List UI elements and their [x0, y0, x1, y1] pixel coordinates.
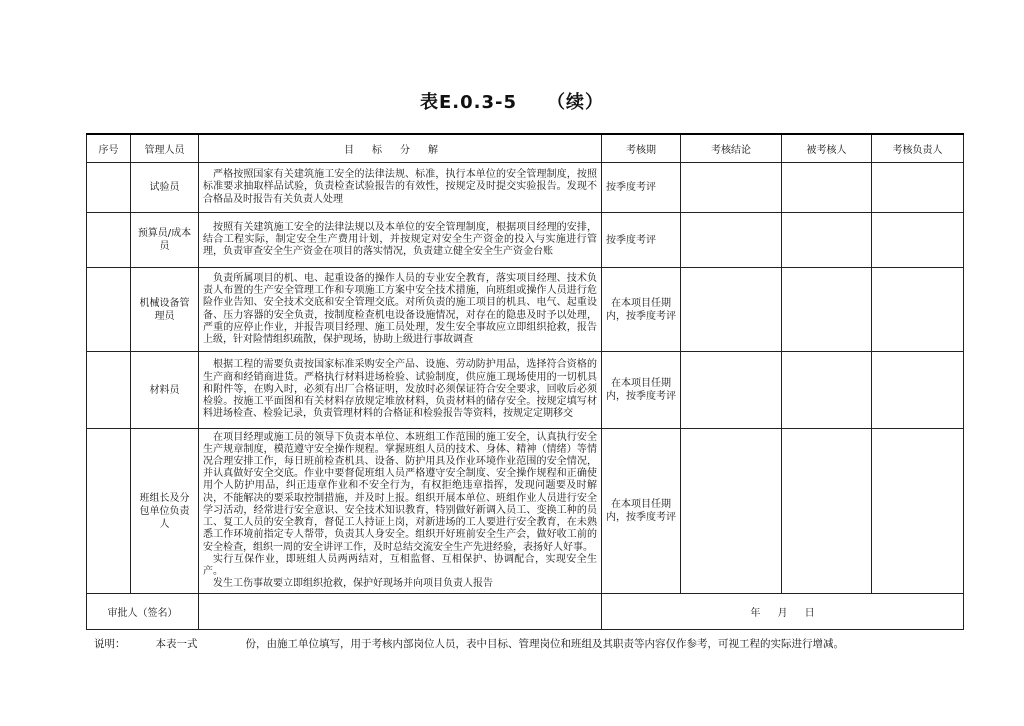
conclusion-cell[interactable]	[681, 268, 782, 352]
footnote	[94, 636, 844, 651]
header-role: 管理人员	[131, 134, 199, 163]
seq-cell	[87, 268, 131, 352]
assessee-cell[interactable]	[782, 352, 872, 429]
table-header-row	[87, 134, 964, 163]
title-suffix: （续）	[547, 92, 604, 113]
period-cell: 在本项目任期内，按季度考评	[602, 268, 681, 352]
seq-cell	[87, 163, 131, 213]
role-cell: 班组长及分包单位负责人	[131, 429, 199, 594]
conclusion-cell[interactable]	[681, 213, 782, 268]
target-text: 严格按照国家有关建筑施工安全的法律法规、标准，执行本单位的安全管理制度，按照标准要求抽取样品试验，负责检查试验报告的有效性，按规定及时提交实验报告。发现不合格品及时报告有关负责人处理	[203, 169, 597, 205]
target-text: 发生工伤事故要立即组织抢救，保护好现场并向项目负责人报告	[213, 578, 493, 590]
target-cell	[199, 268, 602, 352]
note-copies-label: 本表一式	[155, 638, 198, 650]
table-row	[87, 429, 964, 594]
table-row	[87, 163, 964, 213]
role-cell: 材料员	[131, 352, 199, 429]
target-text: 负责所属项目的机、电、起重设备的操作人员的专业安全教育，落实项目经理、技术负责人布置的生产安全管理工作和专项施工方案中安全技术措施，向班组或操作人员进行危险作业告知、安全技术交底和安全管理交底。对所负责的施工项目的机具、电气、起重设备、压力容器的安全负责，按制度检查机电设备设施情况，对存在的隐患及时予以处理，严重的应停止作业，并报告项目经理、施工员处理，发生安全事故应立即组织抢救，报告上级，针对险情组织疏散，保护现场，协助上级进行事故调查	[203, 272, 597, 345]
assessee-cell[interactable]	[782, 268, 872, 352]
role-cell: 机械设备管理员	[131, 268, 199, 352]
assessee-cell[interactable]	[782, 213, 872, 268]
target-cell	[199, 352, 602, 429]
target-text: 根据工程的需要负责按国家标准采购安全产品、设施、劳动防护用品，选择符合资格的生产商和经销商进货。严格执行材料进场检验、试验制度，供应施工现场使用的一切机具和附件等，在购入时，必须有出厂合格证明，发放时必须保证符合安全要求，回收后必须检验。按施工平面图和有关材料存放规定堆放材料，负责材料的储存安全。按规定填写材料进场检查、检验记录，负责管理材料的合格证和检验报告等资料，按规定定期移交	[203, 359, 597, 420]
role-cell: 试验员	[131, 163, 199, 213]
target-cell	[199, 213, 602, 268]
approver-signature-cell[interactable]	[199, 594, 602, 630]
period-cell: 在本项目任期内，按季度考评	[602, 352, 681, 429]
header-assessee: 被考核人	[782, 134, 872, 163]
assessor-cell[interactable]	[872, 268, 964, 352]
seq-cell	[87, 352, 131, 429]
note-text: 份，由施工单位填写，用于考核内部岗位人员，表中目标、管理岗位和班组及其职责等内容仅作参考，可视工程的实际进行增减。	[245, 638, 844, 650]
header-assessor: 考核负责人	[872, 134, 964, 163]
assessment-table	[86, 133, 964, 630]
target-text: 在项目经理或施工员的领导下负责本单位、本班组工作范围的施工安全，认真执行安全生产规章制度，模范遵守安全操作规程。掌握班组人员的技术、身体、精神（情绪）等情况合理安排工作，每日班前检查机具、设备、防护用具及作业环境作业范围的安全情况，并认真做好安全交底。作业中要督促班组人员严格遵守安全制度、安全操作规程和正确使用个人防护用品，纠正违章作业和不安全行为，有权拒绝违章指挥，发现问题要及时解决，不能解决的要采取控制措施，并及时上报。组织开展本单位、班组作业人员进行安全学习活动，经常进行安全意识、安全技术知识教育，特别做好新调入员工、变换工种的员工、复工人员的安全教育，督促工人持证上岗，对新进场的工人要进行安全教育，在未熟悉工作环境前指定专人帮带，负责其人身安全。组织开好班前安全生产会，做好收工前的安全检查，组织一周的安全讲评工作，及时总结交流安全生产先进经验，表扬好人好事。	[203, 431, 597, 553]
conclusion-cell[interactable]	[681, 352, 782, 429]
note-prefix: 说明：	[94, 638, 126, 650]
conclusion-cell[interactable]	[681, 163, 782, 213]
seq-cell	[87, 429, 131, 594]
role-cell: 预算员/成本员	[131, 213, 199, 268]
assessor-cell[interactable]	[872, 163, 964, 213]
period-cell: 按季度考评	[602, 213, 681, 268]
period-cell: 按季度考评	[602, 163, 681, 213]
approval-row	[87, 594, 964, 630]
target-cell	[199, 429, 602, 594]
assessor-cell[interactable]	[872, 213, 964, 268]
header-conclusion: 考核结论	[681, 134, 782, 163]
approver-label: 审批人（签名）	[87, 594, 199, 630]
header-seq: 序号	[87, 134, 131, 163]
header-period: 考核期	[602, 134, 681, 163]
assessee-cell[interactable]	[782, 429, 872, 594]
table-row	[87, 352, 964, 429]
table-row	[87, 268, 964, 352]
table-code: 表E.0.3-5	[419, 92, 517, 113]
target-text: 按照有关建筑施工安全的法律法规以及本单位的安全管理制度，根据项目经理的安排，结合工程实际，制定安全生产费用计划，并按规定对安全生产资金的投入与实施进行管理，负责审查安全生产资金在项目的落实情况，负责建立健全安全生产资金台账	[203, 221, 597, 258]
approval-date[interactable]: 年 月 日	[602, 594, 964, 630]
conclusion-cell[interactable]	[681, 429, 782, 594]
seq-cell	[87, 213, 131, 268]
target-text: 实行互保作业，即班组人员两两结对，互相监督、互相保护、协调配合，实现安全生产。	[203, 553, 597, 577]
table-row	[87, 213, 964, 268]
period-cell: 在本项目任期内，按季度考评	[602, 429, 681, 594]
assessor-cell[interactable]	[872, 429, 964, 594]
assessor-cell[interactable]	[872, 352, 964, 429]
header-target: 目标分解	[199, 134, 602, 163]
target-cell	[199, 163, 602, 213]
assessee-cell[interactable]	[782, 163, 872, 213]
page-title	[0, 88, 1024, 114]
